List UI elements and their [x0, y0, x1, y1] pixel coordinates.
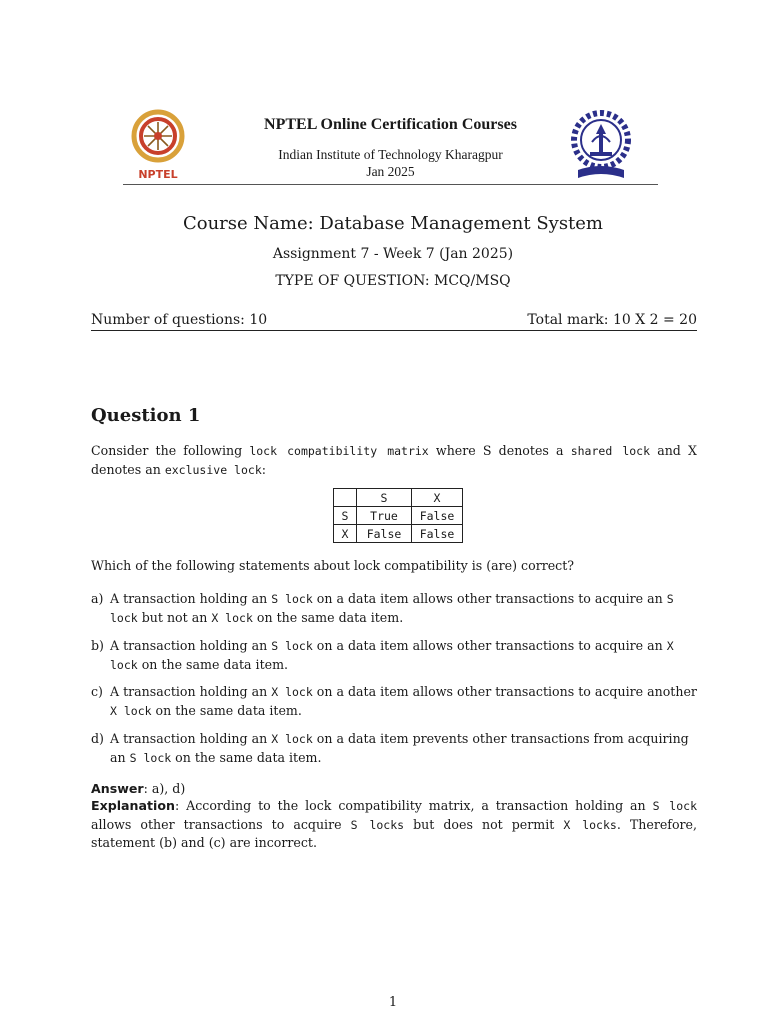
- answer-value: : a), d): [143, 781, 186, 796]
- explanation: Explanation: According to the lock compatibility matrix, a transaction holding an S lock allows other transactions to acquire S locks but does not permit X locks. Therefore, statement (b) and (c) are incorrect.: [91, 798, 698, 850]
- matrix-row: [334, 507, 463, 525]
- answer: [91, 780, 185, 798]
- option-label: a): [91, 591, 104, 606]
- option-text: A transaction holding an X lock on a data item allows other transactions to acquire another X lock on the same data item.: [110, 684, 697, 718]
- question-heading: Question 1: [91, 405, 201, 426]
- course-name: Course Name: Database Management System: [182, 213, 604, 234]
- matrix-cell: X: [412, 489, 463, 507]
- question-intro: Consider the following lock compatibility matrix where S denotes a shared lock and X denotes an exclusive lock:: [91, 443, 698, 477]
- matrix-cell: False: [412, 507, 463, 525]
- option-c: [91, 683, 697, 720]
- document-header: [123, 108, 658, 186]
- nptel-logo-label: NPTEL: [138, 168, 178, 181]
- matrix-cell: [334, 489, 357, 507]
- answer-label: Answer: [91, 781, 144, 796]
- option-b: [91, 637, 697, 674]
- option-label: d): [91, 731, 104, 746]
- matrix-cell: S: [357, 489, 412, 507]
- iit-kharagpur-emblem-icon: [568, 108, 634, 184]
- matrix-header-row: [334, 489, 463, 507]
- explanation-label: Explanation: [91, 798, 175, 813]
- assignment-meta: [91, 312, 697, 331]
- option-label: b): [91, 638, 104, 653]
- page-number: 1: [388, 995, 398, 1010]
- question-type: TYPE OF QUESTION: MCQ/MSQ: [275, 273, 511, 289]
- matrix-cell: True: [357, 507, 412, 525]
- matrix-cell: X: [334, 525, 357, 543]
- header-institute: Indian Institute of Technology Kharagpur: [278, 147, 503, 162]
- matrix-cell: False: [357, 525, 412, 543]
- question-prompt: Which of the following statements about lock compatibility is (are) correct?: [91, 558, 575, 573]
- matrix-cell: S: [334, 507, 357, 525]
- option-a: [91, 590, 697, 627]
- option-text: A transaction holding an S lock on a data item allows other transactions to acquire an X lock on the same data item.: [110, 638, 674, 672]
- option-d: [91, 730, 697, 767]
- header-date: Jan 2025: [366, 164, 415, 179]
- matrix-row: [334, 525, 463, 543]
- header-divider: [123, 184, 658, 185]
- total-mark: Total mark: 10 X 2 = 20: [527, 312, 697, 328]
- option-text: A transaction holding an X lock on a data item prevents other transactions from acquiring an S lock on the same data item.: [110, 731, 689, 765]
- option-text: A transaction holding an S lock on a data item allows other transactions to acquire an S lock but not an X lock on the same data item.: [110, 591, 674, 625]
- header-title: NPTEL Online Certification Courses: [264, 116, 517, 133]
- iit-kharagpur-emblem: [568, 108, 638, 184]
- number-of-questions: Number of questions: 10: [91, 312, 268, 328]
- lock-compatibility-matrix: [333, 488, 463, 543]
- assignment-title: Assignment 7 - Week 7 (Jan 2025): [272, 246, 514, 262]
- matrix-cell: False: [412, 525, 463, 543]
- option-label: c): [91, 684, 103, 699]
